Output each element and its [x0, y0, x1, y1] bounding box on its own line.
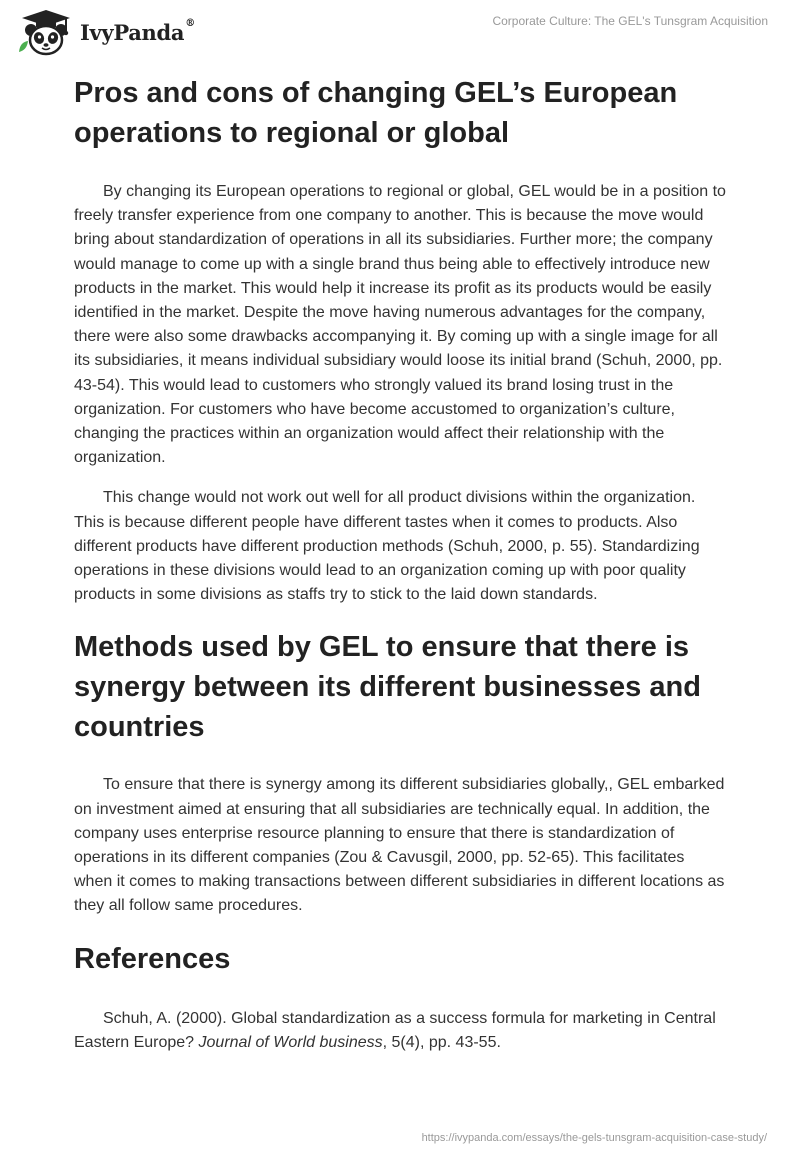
- paragraph: To ensure that there is synergy among its different subsidiaries globally,, GEL embarked on investment aimed at ensuring that all subsidiaries are technically equal. In addition, the company uses enterprise resource planning to ensure that there is standardization of operations in its different companies (Zou & Cavusgil, 2000, pp. 52-65). This facilitates when it comes to making transactions between different subsidiaries in different locations as they all follow same procedures.: [74, 776, 725, 915]
- journal-title: Journal of World business: [198, 1033, 383, 1051]
- registered-mark: ®: [185, 18, 195, 29]
- page-header: [0, 0, 800, 66]
- reference-item: Schuh, A. (2000). Global standardization as a success formula for marketing in Central Eastern Europe? Journal of World business, 5(4), pp. 43-55.: [74, 1009, 716, 1051]
- panda-logo-icon[interactable]: [16, 8, 76, 56]
- document-title: Corporate Culture: The GEL's Tunsgram Acquisition: [492, 14, 768, 28]
- paragraph: This change would not work out well for all product divisions within the organization. This is because different people have different tastes when it comes to products. Also different products have different production methods (Schuh, 2000, p. 55). Standardizing operations in these divisions would lead to an organization coming up with poor quality products in some divisions as staffs try to stick to the laid down standards.: [74, 489, 700, 604]
- section-heading-synergy-methods: Methods used by GEL to ensure that there is synergy between its different businesses and countries: [74, 631, 701, 744]
- references-heading: References: [74, 942, 231, 975]
- brand-name[interactable]: IvyPanda®: [80, 18, 195, 45]
- paragraph: By changing its European operations to regional or global, GEL would be in a position to freely transfer experience from one company to another. This is because the move would bring about standardization of operations in all its subsidiaries. Further more; the company would manage to come up with a single brand thus being able to effectively introduce new products in the market. This would help it increase its profit as its products would be easily identified in the market. Despite the move having numerous advantages for the company, there were also some drawbacks accompanying it. By coming up with a single image for all its subsidiaries, it means individual subsidiary would loose its initial brand (Schuh, 2000, pp. 43-54). This would lead to customers who strongly valued its brand losing trust in the organization. For customers who have become accustomed to organization’s culture, changing the practices within an organization would affect their relationship with the organization.: [74, 183, 726, 467]
- essay-content: [74, 73, 726, 1055]
- section-heading-pros-cons: Pros and cons of changing GEL’s European operations to regional or global: [74, 77, 678, 149]
- source-url[interactable]: https://ivypanda.com/essays/the-gels-tunsgram-acquisition-case-study/: [421, 1132, 767, 1144]
